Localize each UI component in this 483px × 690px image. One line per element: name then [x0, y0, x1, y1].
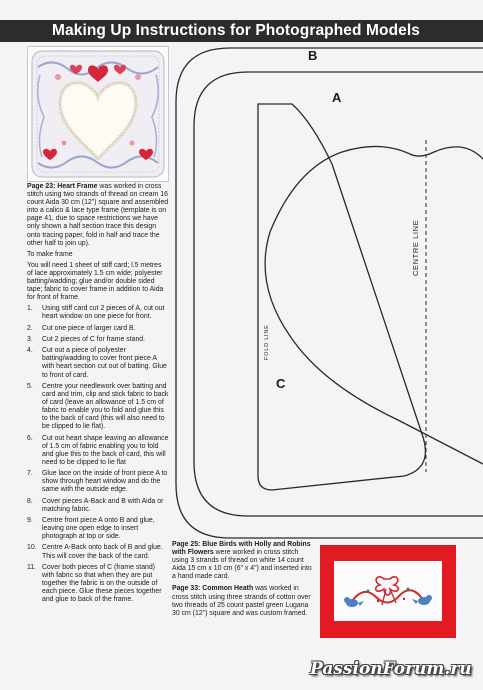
step-number: 3.	[27, 335, 33, 343]
page25-paragraph	[172, 541, 314, 581]
materials-text: You will need 1 sheet of stiff card; l.5 metres of lace approximately 1.5 cm wide; polyester batting/wadding; glue and/or double sided tape; fabric to cover frame in addition to Aida for front of frame.	[27, 261, 164, 302]
page33-paragraph	[172, 585, 314, 617]
site-watermark: PassionForum.ru	[310, 659, 472, 679]
step-item	[27, 544, 169, 560]
step-text: Centre your needlework over batting and card and trim, clip and stick fabric to back of card (leave an allowance of 1.5 cm of fabric to enable you to fold and glue this to the back of card (this will also need to be clipped to lie flat).	[42, 382, 169, 431]
piece-a-outline	[194, 72, 483, 516]
step-number: 7.	[27, 470, 33, 478]
step-text: Cover pieces A-Back and B with Aida or matching fabric.	[42, 497, 164, 513]
ribbon-garland	[352, 590, 424, 602]
step-text: Centre front piece A onto B and glue, leaving one open edge to insert photograph at top or side.	[42, 516, 155, 541]
step-text: Cut out heart shape leaving an allowance of 1.5 cm of fabric enabling you to fold and glue this to the back of card, this will need to be clipped to lie flat	[42, 434, 169, 466]
step-number: 11.	[27, 563, 37, 571]
to-make-heading: To make frame	[27, 250, 73, 258]
steps-list	[27, 305, 169, 604]
step-text: Cut out a piece of polyester batting/wadding to cover front piece A with heart section cut out of batting. Glue to front of card.	[42, 347, 167, 379]
step-item	[27, 498, 169, 514]
piece-b-outline	[176, 48, 483, 538]
step-number: 6.	[27, 434, 33, 442]
page33-heading: Page 33: Common Heath	[172, 585, 254, 593]
ribbon-bow	[376, 577, 399, 595]
models-column	[172, 541, 314, 622]
card-aida-panel	[334, 561, 442, 621]
step-number: 10.	[27, 544, 37, 552]
step-text: Using stiff card cut 2 pieces of A, cut out heart window on one piece for front.	[42, 305, 165, 321]
step-item	[27, 435, 169, 467]
step-number: 5.	[27, 382, 33, 390]
page-header	[0, 0, 483, 46]
step-item	[27, 347, 169, 379]
heart-window-outline	[265, 146, 483, 464]
label-b: B	[308, 48, 318, 63]
centre-line-label: CENTRE LINE	[411, 219, 420, 276]
heart-frame-intro	[27, 183, 169, 248]
heart-frame-photo	[27, 46, 169, 182]
step-number: 4.	[27, 347, 33, 355]
fold-line-label: FOLD LINE	[264, 324, 270, 360]
step-number: 9.	[27, 516, 33, 524]
step-number: 8.	[27, 497, 33, 505]
heart-frame-description: was worked in cross stitch using two strands of thread on cream 16 count Aida 30 cm (12") square and assembled into a calico & lace type frame (template is on page 41, due to space restrictions we have only shown a half section trace this design onto tracing paper, fold in half and trace the other half to join up).	[27, 183, 169, 247]
step-text: Cut 2 pieces of C for frame stand.	[42, 335, 146, 343]
page25-text: were worked in cross stitch using 3 strands of thread on white 14 count Aida 15 cm x 10 cm (6" x 4") and inserted into a hand made card.	[172, 549, 312, 581]
step-item	[27, 336, 169, 344]
instructions-column	[27, 183, 169, 607]
step-text: Cut one piece of larger card B.	[42, 324, 136, 332]
step-text: Cover both pieces of C (frame stand) with fabric so that when they are put together the fabric is on the outside of each piece. Glue these pieces together and glue to back of the frame.	[42, 563, 162, 604]
step-number: 2.	[27, 324, 33, 332]
step-text: Centre A-Back onto back of B and glue. This will cover the back of the card.	[42, 544, 163, 560]
step-item	[27, 383, 169, 432]
step-item	[27, 305, 169, 321]
page33-text: was worked in cross stitch using three strands of cotton over two threads of 25 count pastel green Lugana 30 cm (12") square and was custom framed.	[172, 585, 311, 617]
step-item	[27, 564, 169, 604]
page25-heading: Page 25: Blue Birds with Holly and Robins with Flowers	[172, 541, 311, 557]
step-item	[27, 470, 169, 494]
blue-birds-card-photo	[320, 545, 456, 638]
heart-frame-heading: Page 23: Heart Frame	[27, 183, 98, 190]
page-title: Making Up Instructions for Photographed Models	[52, 22, 420, 39]
step-item	[27, 325, 169, 333]
blue-bird-right	[412, 595, 432, 605]
label-a: A	[332, 90, 342, 105]
label-c: C	[276, 376, 286, 391]
piece-c-outline	[258, 104, 425, 490]
step-number: 1.	[27, 305, 33, 313]
step-item	[27, 517, 169, 541]
frame-template-diagram	[172, 44, 483, 544]
step-text: Glue lace on the inside of front piece A to show through heart window and do the same with the outside edge.	[42, 470, 168, 494]
